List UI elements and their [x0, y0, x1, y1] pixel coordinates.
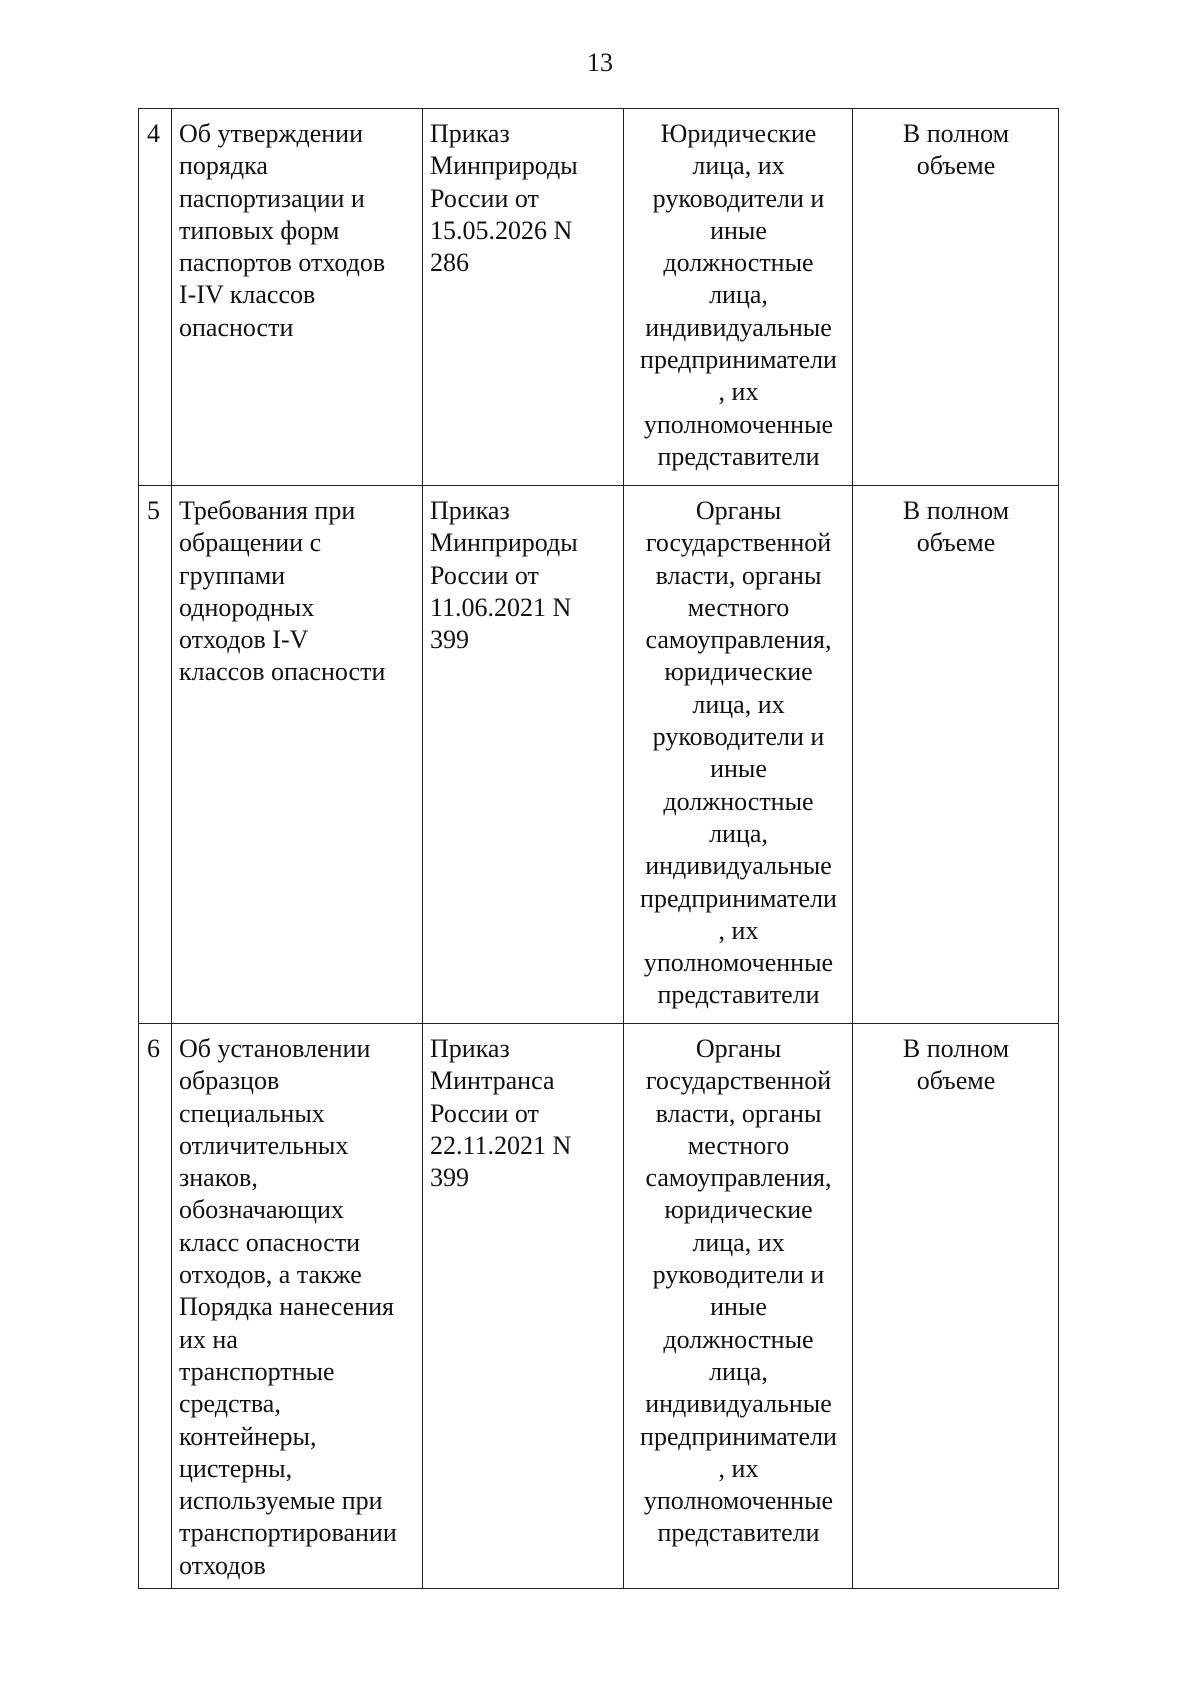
row-number: 4 — [147, 119, 160, 148]
legal-act: Приказ Минтранса России от 22.11.2021 N 399 — [430, 1034, 572, 1193]
row-number: 5 — [147, 496, 160, 525]
obligated-subjects-cell — [624, 486, 853, 1024]
legal-act: Приказ Минприроды России от 15.05.2026 N 286 — [430, 119, 578, 278]
row-number-cell — [139, 486, 172, 1024]
obligated-subjects: Органы государственной власти, органы местного самоуправления, юридические лица, их руководители и иные должностные лица, индивидуальные предприниматели , их уполномоченные представители — [640, 1034, 837, 1548]
row-number: 6 — [147, 1034, 160, 1063]
requirement-title-cell — [172, 1024, 423, 1589]
obligated-subjects: Органы государственной власти, органы местного самоуправления, юридические лица, их руководители и иные должностные лица, индивидуальные предприниматели , их уполномоченные представители — [640, 496, 837, 1010]
table-row — [139, 1024, 1059, 1589]
row-number-cell — [139, 1024, 172, 1589]
legal-act-cell — [423, 486, 624, 1024]
requirement-title: Требования при обращении с группами однородных отходов I-V классов опасности — [179, 496, 386, 687]
application-scope-cell — [853, 486, 1059, 1024]
obligated-subjects-cell — [624, 109, 853, 486]
legal-act: Приказ Минприроды России от 11.06.2021 N 399 — [430, 496, 578, 655]
row-number-cell — [139, 109, 172, 486]
application-scope: В полном объеме — [902, 1034, 1010, 1096]
page-number: 13 — [587, 48, 613, 77]
application-scope: В полном объеме — [902, 496, 1010, 558]
legal-act-cell — [423, 109, 624, 486]
requirement-title: Об утверждении порядка паспортизации и типовых форм паспортов отходов I-IV классов опасности — [179, 119, 386, 342]
obligated-subjects: Юридические лица, их руководители и иные должностные лица, индивидуальные предприниматели , их уполномоченные представители — [640, 119, 837, 471]
requirement-title: Об установлении образцов специальных отличительных знаков, обозначающих класс опасности отходов, а также Порядка нанесения их на транспортные средства, контейнеры, цистерны, используемые при транспортировании отходов — [179, 1034, 397, 1580]
application-scope-cell — [853, 1024, 1059, 1589]
regulations-table — [138, 108, 1059, 1589]
requirement-title-cell — [172, 486, 423, 1024]
application-scope-cell — [853, 109, 1059, 486]
requirement-title-cell — [172, 109, 423, 486]
table-row — [139, 109, 1059, 486]
obligated-subjects-cell — [624, 1024, 853, 1589]
legal-act-cell — [423, 1024, 624, 1589]
application-scope: В полном объеме — [902, 119, 1010, 181]
table-row — [139, 486, 1059, 1024]
